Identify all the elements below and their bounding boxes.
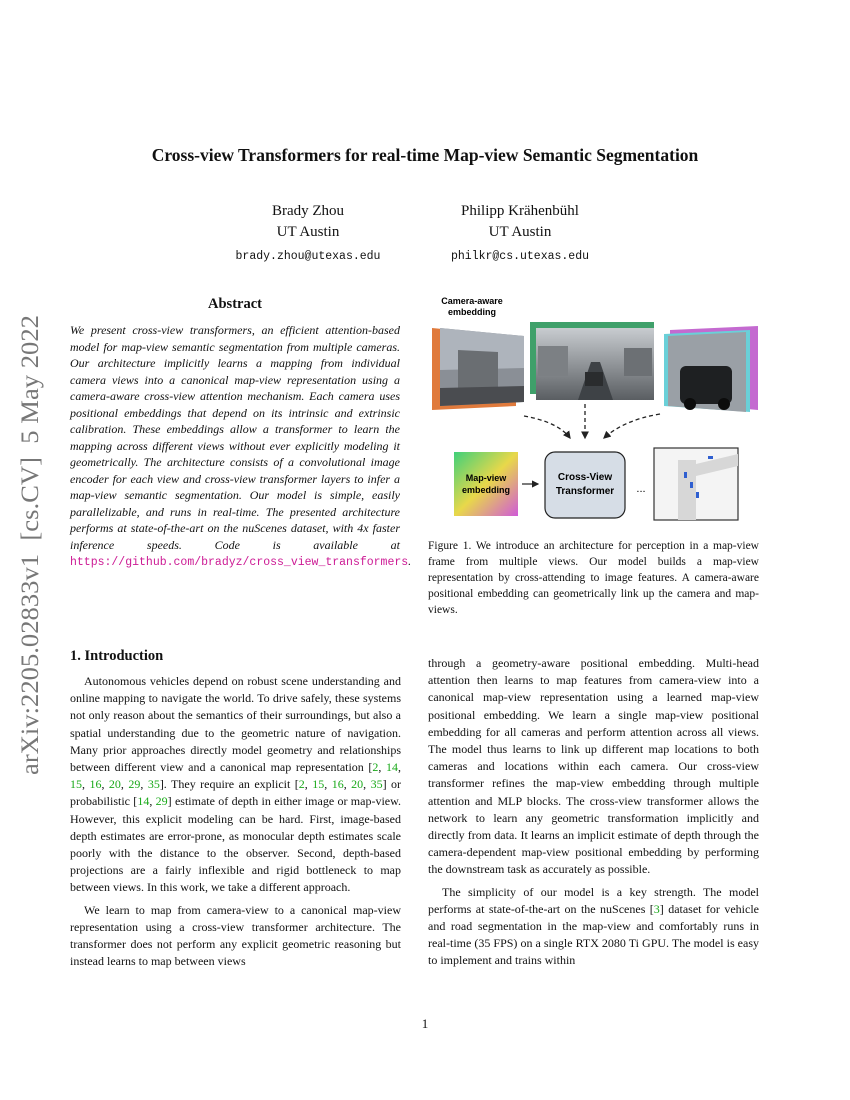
author-2 [420,201,620,267]
code-link[interactable]: https://github.com/bradyz/cross_view_transformers [70,556,409,569]
citation[interactable]: 20 [351,777,364,792]
abstract-end: . [408,554,412,568]
intro-paragraph-3: The simplicity of our model is a key strength. The model performs at state-of-the-art on the nuScenes [3] dataset for vehicle and road segmentation in the map-view and comfortably runs in real-time (35 FPS) on a single RTX 2080 Ti GPU. The model is easy to implement and trains within [428,884,759,968]
author-2-affiliation: UT Austin [488,224,552,240]
arxiv-id: arXiv:2205.02833v1 [cs.CV] 5 May 2022 [17,343,44,775]
paper-title: Cross-view Transformers for real-time Map-view Semantic Segmentation [151,145,699,165]
citation[interactable]: 35 [370,777,383,792]
ellipsis: ... [636,483,646,495]
citation[interactable]: 15 [312,777,325,792]
citation[interactable]: 16 [331,777,344,792]
camera-view-right [664,326,758,412]
citation[interactable]: 15 [70,777,82,792]
intro-heading: 1. Introduction [70,648,164,664]
page-number: 1 [421,1016,429,1031]
camera-embedding-label-1: Camera-aware [441,296,503,306]
camera-view-left [432,328,524,410]
intro-left-column [70,673,401,970]
intro-paragraph-1: Autonomous vehicles depend on robust scene understanding and online mapping to navigate the world. To drive safely, these systems not only reason about the semantics of their surroundings, but also a spatial understanding due to the geometric nature of navigation. Many prior approaches directly model geometry and relationships between different view and a canonical map representation [2, 14, 15, 16, 20, 29, 35]. They require an explicit [2, 15, 16, 20, 35] or probabilistic [14, 29] estimate of depth in either image or map-view. However, this explicit modeling can be hard. First, image-based depth estimates are error-prone, as monocular depth estimates scale poorly with the distance to the observer. Second, depth-based projections are a fairly inflexible and rigid bottleneck to map between views. In this work, we take a different approach. [70,674,402,895]
author-2-email[interactable]: philkr@cs.utexas.edu [450,250,590,263]
intro-right-column [428,655,759,970]
citation[interactable]: 20 [108,777,121,792]
author-1-name: Brady Zhou [271,203,345,219]
transformer-label-1: Cross-View [557,472,613,483]
transformer-label-2: Transformer [555,486,615,497]
abstract-heading: Abstract [208,296,262,312]
author-2-name: Philipp Krähenbühl [461,203,579,219]
cross-view-transformer-box [545,452,625,518]
figure-1-caption: Figure 1. We introduce an architecture for perception in a map-view frame from multiple views. Our model builds a map-view representation by cross-attending to image features. A camera-aware positional embedding can geometrically link up the camera and map-views. [428,540,759,616]
map-view-embedding-box [454,452,518,516]
citation[interactable]: 35 [147,777,160,792]
abstract-text: We present cross-view transformers, an efficient attention-based model for map-view semantic segmentation from multiple cameras. Our architecture implicitly learns a mapping from individual camera views into a canonical map-view representation using a camera-aware cross-view attention mechanism. Each camera uses positional embeddings that depend on its intrinsic and extrinsic calibration. These embeddings allow a transformer to learn the mapping across different views without ever explicitly modeling it geometrically. The architecture consists of a convolutional image encoder for each view and cross-view transformer layers to infer a map-view semantic segmentation. Our model is simple, easily parallelizable, and runs in real-time. The presented architecture performs at state-of-the-art on the nuScenes dataset, with 4x faster inference speeds. Code is available at [70,323,400,552]
citation[interactable]: 29 [128,777,141,792]
citation[interactable]: 2 [372,760,379,775]
citation[interactable]: 2 [298,777,305,792]
abstract-body [70,322,412,572]
map-view-label-1: Map-view [465,473,507,483]
arxiv-stamp [2,310,50,780]
author-1 [208,201,408,267]
citation[interactable]: 14 [386,760,398,775]
intro-paragraph-2-cont: through a geometry-aware positional embedding. Multi-head attention then learns to map features from camera-view into a canonical map-view representation using a learned map-view positional embedding. We learn a single map-view positional embedding for all cameras and perform attention across all views. The model thus learns to link up different map locations to both cameras and locations within each camera. Our cross-view transformer refines the map-view embedding through multiple attention and MLP blocks. The cross-view transformer allows the network to learn any geometric transformation implicitly and directly from data. It learns an implicit estimate of depth through the camera-dependent map-view positional embedding by performing the downstream task as accurately as possible. [428,656,759,877]
map-view-label-2: embedding [461,485,511,495]
author-1-email[interactable]: brady.zhou@utexas.edu [235,250,381,263]
camera-embedding-label-2: embedding [447,307,497,317]
citation[interactable]: 16 [89,777,102,792]
author-1-affiliation: UT Austin [276,224,340,240]
citation[interactable]: 14 [137,794,150,809]
camera-view-front [530,322,654,400]
figure-1 [428,288,759,528]
citation[interactable]: 29 [155,794,168,809]
intro-paragraph-2: We learn to map from camera-view to a canonical map-view representation using a cross-view transformer architecture. The transformer does not perform any explicit geometric reasoning but instead learns to map between views [70,902,401,969]
output-map [654,448,738,520]
citation[interactable]: 3 [653,901,660,916]
